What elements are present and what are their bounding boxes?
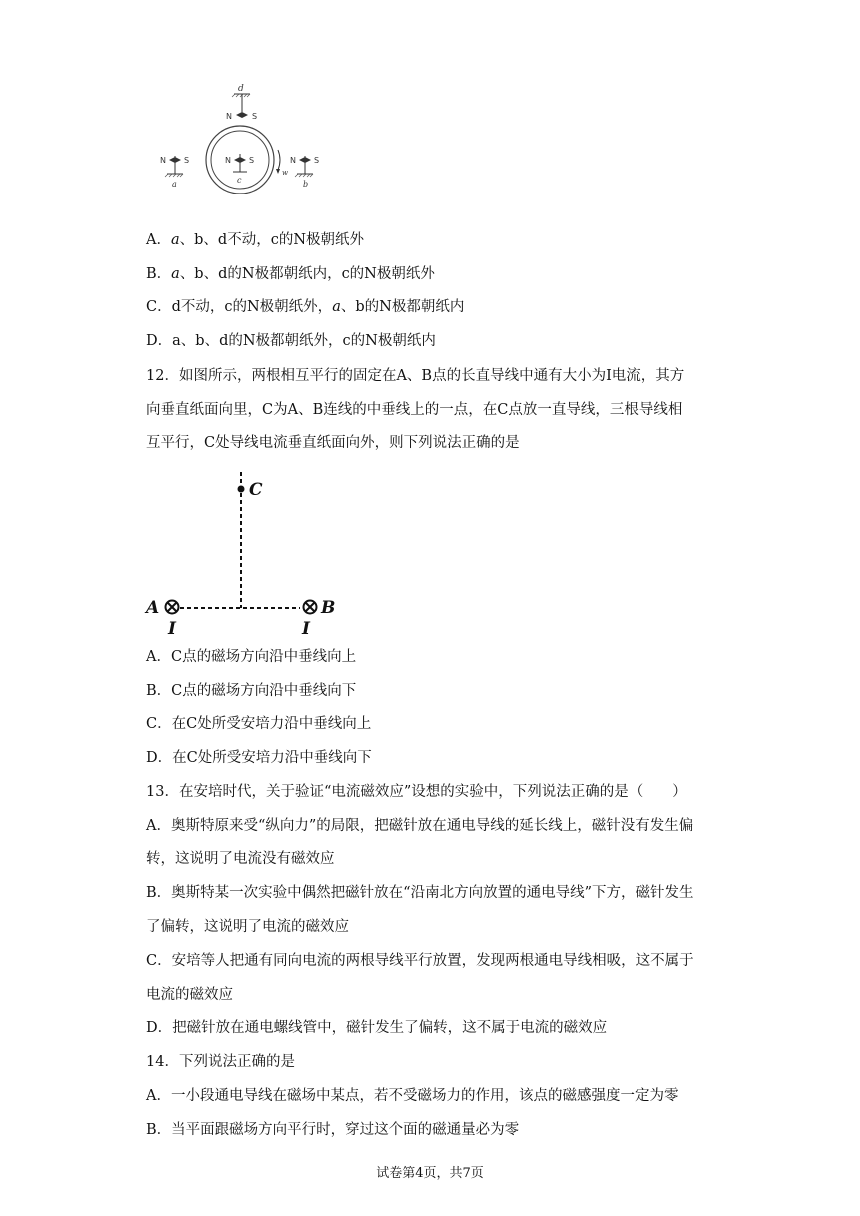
q12-option-a: A．C点的磁场方向沿中垂线向上 — [146, 649, 357, 665]
q14-stem: 14．下列说法正确的是 — [146, 1054, 295, 1070]
label-a: A — [146, 598, 160, 618]
svg-text:S: S — [249, 156, 255, 165]
q13-option-b-line-1: B．奥斯特某一次实验中偶然把磁针放在“沿南北方向放置的通电导线”下方，磁针发生 — [146, 885, 694, 901]
q14-option-a: A．一小段通电导线在磁场中某点，若不受磁场力的作用，该点的磁感强度一定为零 — [146, 1088, 679, 1104]
label-a: a — [172, 180, 177, 189]
parallel-wires-figure — [140, 466, 360, 642]
q12-stem-line-1: 12．如图所示，两根相互平行的固定在A、B点的长直导线中通有大小为I电流，其方 — [146, 368, 685, 384]
page-footer: 试卷第4页，共7页 — [376, 1166, 484, 1181]
label-b: B — [321, 598, 336, 618]
q11-option-d: D．a、b、d的N极都朝纸外，c的N极朝纸内 — [146, 333, 436, 349]
q13-option-a-line-2: 转，这说明了电流没有磁效应 — [146, 851, 335, 867]
label-b: b — [303, 180, 309, 189]
q13-option-d: D．把磁针放在通电螺线管中，磁针发生了偏转，这不属于电流的磁效应 — [146, 1020, 608, 1036]
label-c: c — [237, 176, 242, 185]
svg-text:N: N — [290, 156, 296, 165]
label-c: C — [249, 480, 263, 500]
svg-text:S: S — [252, 112, 258, 121]
q13-option-b-line-2: 了偏转，这说明了电流的磁效应 — [146, 919, 349, 935]
q12-option-d: D．在C处所受安培力沿中垂线向下 — [146, 750, 372, 766]
label-w: w — [282, 169, 288, 177]
q11-option-b: B．a、b、d的N极都朝纸内，c的N极朝纸外 — [146, 266, 435, 282]
svg-text:S: S — [184, 156, 190, 165]
q11-option-c: C．d不动，c的N极朝纸外，a、b的N极都朝纸内 — [146, 299, 465, 315]
q12-stem-line-2: 向垂直纸面向里，C为A、B连线的中垂线上的一点，在C点放一直导线，三根导线相 — [146, 402, 683, 418]
svg-text:N: N — [226, 112, 232, 121]
q12-option-c: C．在C处所受安培力沿中垂线向上 — [146, 716, 372, 732]
label-i-left: I — [168, 619, 176, 639]
svg-text:N: N — [160, 156, 166, 165]
label-d: d — [238, 84, 244, 94]
svg-text:N: N — [225, 156, 231, 165]
q13-option-c-line-1: C．安培等人把通有同向电流的两根导线平行放置，发现两根通电导线相吸，这不属于 — [146, 953, 694, 969]
label-i-right: I — [302, 619, 310, 639]
q12-option-b: B．C点的磁场方向沿中垂线向下 — [146, 683, 357, 699]
q13-option-c-line-2: 电流的磁效应 — [146, 987, 233, 1003]
q14-option-b: B．当平面跟磁场方向平行时，穿过这个面的磁通量必为零 — [146, 1122, 520, 1138]
svg-text:S: S — [314, 156, 320, 165]
wire-c-dot — [238, 486, 245, 493]
q11-option-a: A．a、b、d不动，c的N极朝纸外 — [146, 232, 365, 248]
q13-option-a-line-1: A．奥斯特原来受“纵向力”的局限，把磁针放在通电导线的延长线上，磁针没有发生偏 — [146, 818, 694, 834]
q13-stem: 13．在安培时代，关于验证“电流磁效应”设想的实验中，下列说法正确的是（ ） — [146, 784, 687, 800]
wire-b-symbol — [304, 601, 317, 614]
q12-stem-line-3: 互平行，C处导线电流垂直纸面向外，则下列说法正确的是 — [146, 435, 520, 451]
ring-compass-figure — [150, 82, 330, 194]
wire-a-symbol — [166, 601, 179, 614]
